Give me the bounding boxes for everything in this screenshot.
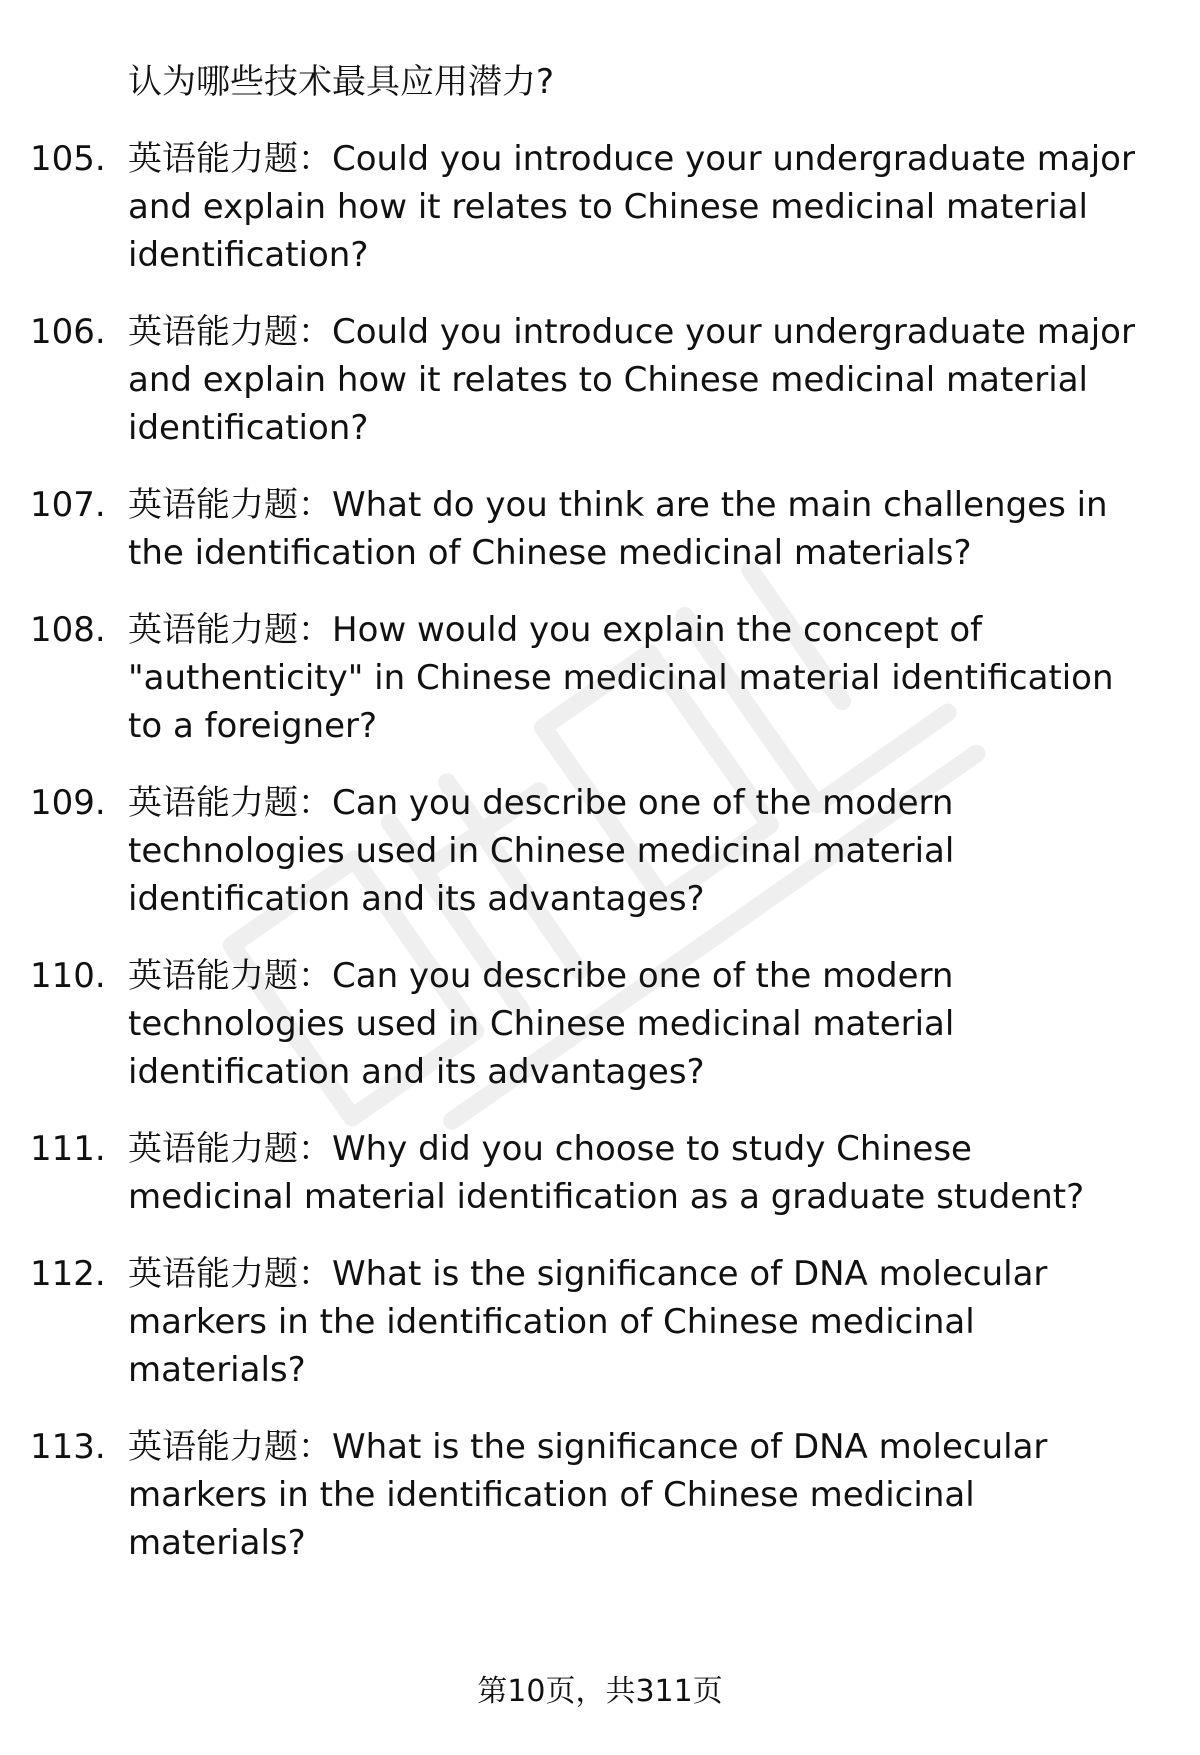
question-item-110 <box>30 952 1140 1096</box>
question-number: 107. <box>30 485 106 525</box>
question-item-105 <box>30 135 1140 279</box>
question-number: 105. <box>30 139 106 179</box>
question-item-111 <box>30 1125 1140 1221</box>
question-text: What is the significance of DNA molecular markers in the identification of Chinese medicinal materials? <box>128 1254 1048 1390</box>
question-prefix: 英语能力题： <box>128 610 332 650</box>
question-body <box>128 135 1140 279</box>
question-prefix: 英语能力题： <box>128 1254 332 1294</box>
question-list <box>30 58 1140 1596</box>
question-body <box>128 308 1140 452</box>
question-body <box>128 1250 1140 1394</box>
question-prefix: 英语能力题： <box>128 485 332 525</box>
question-body <box>128 952 1140 1096</box>
question-body <box>128 606 1140 750</box>
question-text: Why did you choose to study Chinese medicinal material identification as a graduate student? <box>128 1129 1085 1217</box>
question-item-108 <box>30 606 1140 750</box>
question-prefix: 英语能力题： <box>128 139 332 179</box>
question-body <box>128 481 1140 577</box>
question-prefix: 英语能力题： <box>128 1129 332 1169</box>
question-number: 108. <box>30 610 106 650</box>
question-item-113 <box>30 1423 1140 1567</box>
question-item-109 <box>30 779 1140 923</box>
question-prefix: 英语能力题： <box>128 783 332 823</box>
question-item-106 <box>30 308 1140 452</box>
question-number: 109. <box>30 783 106 823</box>
question-text: Can you describe one of the modern technologies used in Chinese medicinal material identification and its advantages? <box>128 783 955 919</box>
question-number: 110. <box>30 956 106 996</box>
question-prefix: 英语能力题： <box>128 1427 332 1467</box>
question-body <box>128 1423 1140 1567</box>
question-number: 112. <box>30 1254 106 1294</box>
question-text: Can you describe one of the modern technologies used in Chinese medicinal material identification and its advantages? <box>128 956 955 1092</box>
question-number: 113. <box>30 1427 106 1467</box>
question-text: Could you introduce your undergraduate major and explain how it relates to Chinese medicinal material identification? <box>128 139 1135 275</box>
question-body <box>128 779 1140 923</box>
question-text: What do you think are the main challenges in the identification of Chinese medicinal materials? <box>128 485 1108 573</box>
question-prefix: 英语能力题： <box>128 956 332 996</box>
page-footer: 第10页，共311页 <box>477 1674 723 1709</box>
question-prefix: 英语能力题： <box>128 312 332 352</box>
question-number: 111. <box>30 1129 106 1169</box>
question-text: Could you introduce your undergraduate major and explain how it relates to Chinese medicinal material identification? <box>128 312 1135 448</box>
question-item-112 <box>30 1250 1140 1394</box>
question-body <box>128 1125 1140 1221</box>
question-number: 106. <box>30 312 106 352</box>
question-text: What is the significance of DNA molecular markers in the identification of Chinese medicinal materials? <box>128 1427 1048 1563</box>
question-item-107 <box>30 481 1140 577</box>
question-text: How would you explain the concept of "authenticity" in Chinese medicinal material identification to a foreigner? <box>128 610 1114 746</box>
continuation-text: 认为哪些技术最具应用潜力? <box>128 62 555 102</box>
